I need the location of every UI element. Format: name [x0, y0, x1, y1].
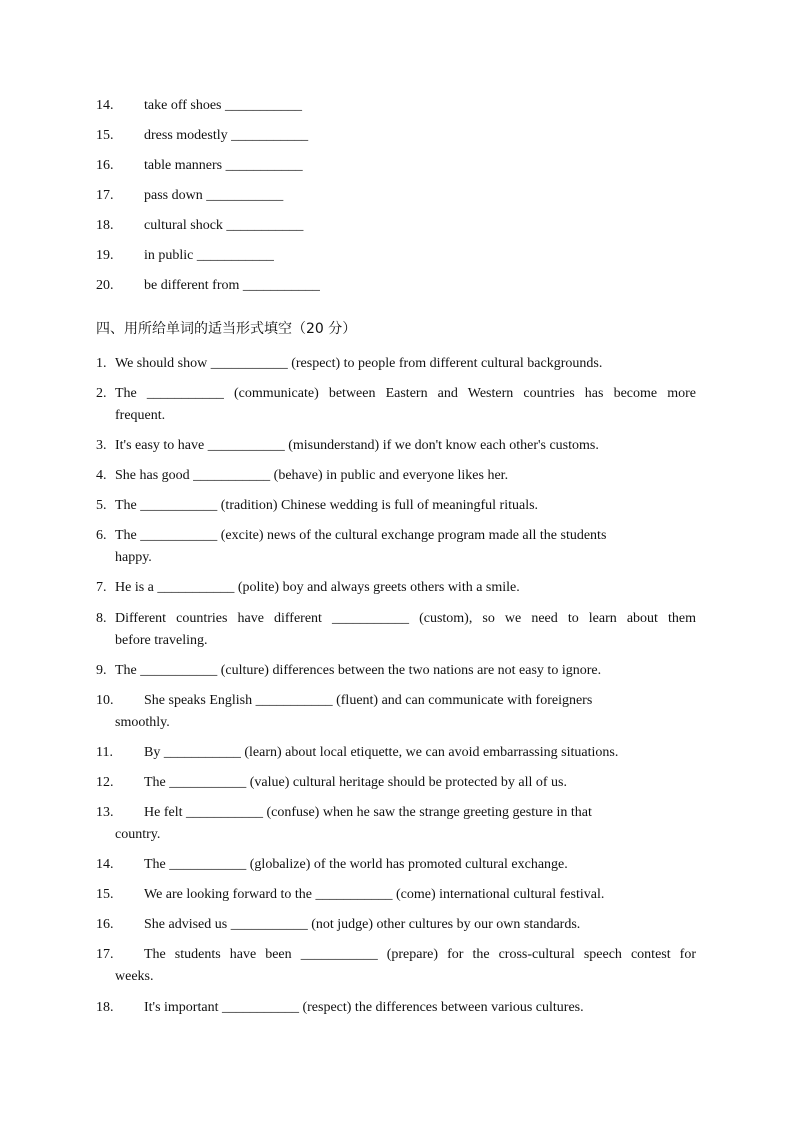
fill-item-7: [96, 577, 696, 599]
phrase-item-14: [96, 95, 696, 117]
item-number: 20.: [96, 278, 114, 293]
item-number: 8.: [96, 611, 107, 626]
item-text: Different countries have different ___________ (custom), so we need to learn about them: [115, 611, 696, 626]
fill-item-8: [96, 608, 696, 630]
item-text: The ___________ (tradition) Chinese wedding is full of meaningful rituals.: [115, 498, 539, 513]
phrase-item-18: [96, 215, 696, 237]
item-text: He felt ___________ (confuse) when he saw the strange greeting gesture in that: [144, 805, 592, 820]
item-number: 5.: [96, 498, 107, 513]
item-text: We are looking forward to the ___________ (come) international cultural festival.: [144, 887, 605, 902]
fill-item-8-continued: before traveling.: [115, 633, 208, 648]
fill-item-4: [96, 465, 696, 487]
fill-item-3: [96, 435, 696, 457]
fill-item-17: [96, 944, 696, 966]
item-number: 2.: [96, 386, 107, 401]
item-number: 12.: [96, 775, 114, 790]
fill-item-14: [96, 854, 696, 876]
item-text: She advised us ___________ (not judge) other cultures by our own standards.: [144, 917, 581, 932]
phrase-item-16: [96, 155, 696, 177]
fill-item-11: [96, 742, 696, 764]
item-number: 19.: [96, 248, 114, 263]
item-text: He is a ___________ (polite) boy and always greets others with a smile.: [115, 580, 520, 595]
item-text: table manners ___________: [144, 158, 303, 173]
fill-item-2-continued: frequent.: [115, 408, 166, 423]
item-number: 16.: [96, 917, 114, 932]
item-number: 18.: [96, 1000, 114, 1015]
item-text: The ___________ (excite) news of the cultural exchange program made all the students: [115, 528, 607, 543]
item-text: She speaks English ___________ (fluent) and can communicate with foreigners: [144, 693, 593, 708]
item-text: be different from ___________: [144, 278, 320, 293]
item-text: The ___________ (globalize) of the world has promoted cultural exchange.: [144, 857, 568, 872]
fill-item-9: [96, 660, 696, 682]
item-number: 14.: [96, 857, 114, 872]
fill-item-13: [96, 802, 696, 824]
item-text: in public ___________: [144, 248, 274, 263]
item-number: 11.: [96, 745, 113, 760]
item-number: 17.: [96, 188, 114, 203]
item-number: 17.: [96, 947, 114, 962]
fill-item-16: [96, 914, 696, 936]
phrase-item-17: [96, 185, 696, 207]
item-number: 3.: [96, 438, 107, 453]
item-number: 15.: [96, 887, 114, 902]
fill-item-17-continued: weeks.: [115, 969, 154, 984]
item-number: 6.: [96, 528, 107, 543]
phrase-item-15: [96, 125, 696, 147]
phrase-item-20: [96, 275, 696, 297]
item-text: dress modestly ___________: [144, 128, 309, 143]
fill-item-1: [96, 353, 696, 375]
item-number: 4.: [96, 468, 107, 483]
item-number: 7.: [96, 580, 107, 595]
fill-item-12: [96, 772, 696, 794]
fill-item-15: [96, 884, 696, 906]
item-number: 1.: [96, 356, 107, 371]
item-number: 13.: [96, 805, 114, 820]
item-number: 14.: [96, 98, 114, 113]
fill-item-10: [96, 690, 696, 712]
item-number: 9.: [96, 663, 107, 678]
fill-item-10-continued: smoothly.: [115, 715, 170, 730]
item-text: It's important ___________ (respect) the differences between various cultures.: [144, 1000, 584, 1015]
item-text: By ___________ (learn) about local etiquette, we can avoid embarrassing situations.: [144, 745, 619, 760]
item-number: 16.: [96, 158, 114, 173]
section-heading: 四、用所给单词的适当形式填空（20 分）: [96, 321, 357, 337]
item-text: It's easy to have ___________ (misunderstand) if we don't know each other's customs.: [115, 438, 599, 453]
fill-item-18: [96, 997, 696, 1019]
item-number: 10.: [96, 693, 114, 708]
item-text: take off shoes ___________: [144, 98, 302, 113]
fill-item-6: [96, 525, 696, 547]
item-number: 18.: [96, 218, 114, 233]
item-text: The ___________ (culture) differences between the two nations are not easy to ignore.: [115, 663, 602, 678]
item-text: The students have been ___________ (prepare) for the cross-cultural speech contest for: [144, 947, 696, 962]
item-text: The ___________ (communicate) between Eastern and Western countries has become more: [115, 386, 696, 401]
item-text: pass down ___________: [144, 188, 284, 203]
fill-item-6-continued: happy.: [115, 550, 152, 565]
fill-item-13-continued: country.: [115, 827, 161, 842]
item-text: The ___________ (value) cultural heritage should be protected by all of us.: [144, 775, 567, 790]
phrase-item-19: [96, 245, 696, 267]
item-text: We should show ___________ (respect) to people from different cultural backgrounds.: [115, 356, 603, 371]
fill-item-2: [96, 383, 696, 405]
item-text: She has good ___________ (behave) in public and everyone likes her.: [115, 468, 509, 483]
item-text: cultural shock ___________: [144, 218, 304, 233]
fill-item-5: [96, 495, 696, 517]
item-number: 15.: [96, 128, 114, 143]
